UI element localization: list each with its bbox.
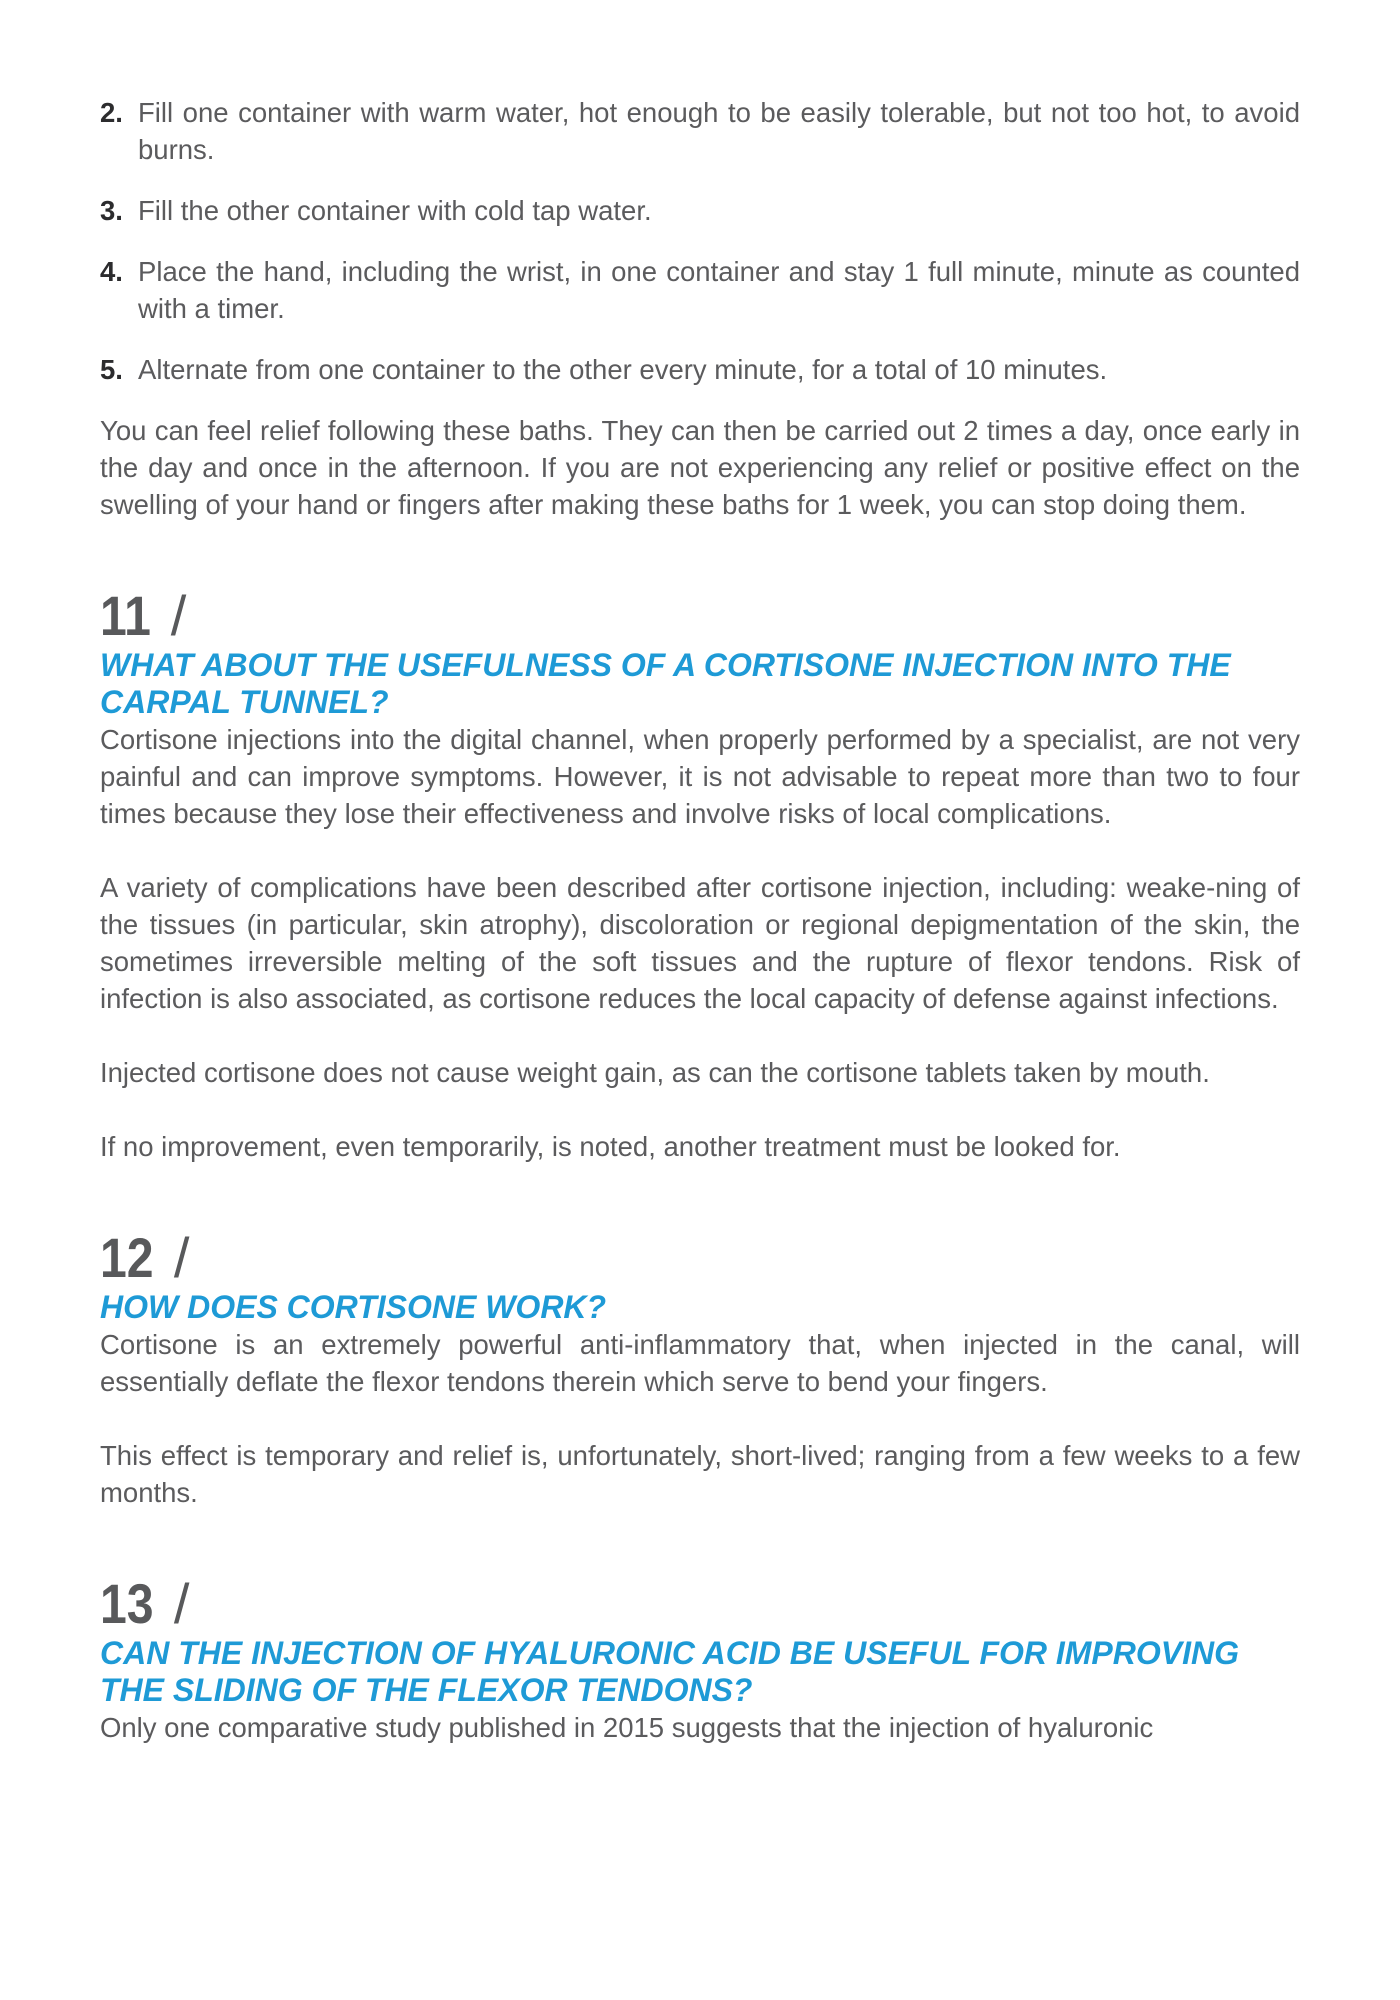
section-13 (100, 1573, 1300, 1746)
step-text: Place the hand, including the wrist, in one container and stay 1 full minute, minute as counted with a timer. (138, 256, 1300, 324)
paragraph: If no improvement, even temporarily, is noted, another treatment must be looked for. (100, 1131, 1121, 1162)
section-number-line (100, 1573, 1300, 1635)
section-title: HOW DOES CORTISONE WORK? (100, 1289, 607, 1325)
paragraph: Cortisone is an extremely powerful anti-inflammatory that, when injected in the canal, will essentially deflate the flexor tendons therein which serve to bend your fingers. (100, 1329, 1300, 1397)
section-12 (100, 1227, 1300, 1511)
section-number: 11 (100, 584, 151, 647)
step-text: Alternate from one container to the other every minute, for a total of 10 minutes. (138, 354, 1108, 385)
step-text: Fill one container with warm water, hot enough to be easily tolerable, but not too hot, to avoid burns. (138, 97, 1300, 165)
step-number: 5. (100, 354, 123, 385)
list-item (100, 351, 1300, 388)
list-item (100, 253, 1300, 327)
section-number: 12 (100, 1226, 154, 1289)
step-number: 2. (100, 97, 123, 128)
section-11 (100, 585, 1300, 1165)
paragraph: Injected cortisone does not cause weight gain, as can the cortisone tablets taken by mouth. (100, 1057, 1210, 1088)
list-item (100, 94, 1300, 168)
paragraph: A variety of complications have been described after cortisone injection, including: weake-ning of the tissues (in particular, skin atrophy), discoloration or regional depigmentation of the skin, the sometimes irreversible melting of the soft tissues and the rupture of flexor tendons. Risk of infection is also associated, as cortisone reduces the local capacity of defense against infections. (100, 872, 1300, 1014)
section-slash: / (173, 1572, 190, 1635)
section-title: WHAT ABOUT THE USEFULNESS OF A CORTISONE INJECTION INTO THE CARPAL TUNNEL? (100, 647, 1231, 720)
list-item (100, 192, 1300, 229)
intro-paragraph: You can feel relief following these baths. They can then be carried out 2 times a day, once early in the day and once in the afternoon. If you are not experiencing any relief or positive effect on the swelling of your hand or fingers after making these baths for 1 week, you can stop doing them. (100, 415, 1300, 520)
step-text: Fill the other container with cold tap water. (138, 195, 652, 226)
step-number: 3. (100, 195, 123, 226)
paragraph: Cortisone injections into the digital channel, when properly performed by a specialist, are not very painful and can improve symptoms. However, it is not advisable to repeat more than two to four times because they lose their effectiveness and involve risks of local complications. (100, 724, 1300, 829)
paragraph: This effect is temporary and relief is, unfortunately, short-lived; ranging from a few weeks to a few months. (100, 1440, 1300, 1508)
step-number: 4. (100, 256, 123, 287)
section-title: CAN THE INJECTION OF HYALURONIC ACID BE USEFUL FOR IMPROVING THE SLIDING OF THE FLEXOR TENDONS? (100, 1635, 1239, 1708)
paragraph: Only one comparative study published in 2015 suggests that the injection of hyaluronic (100, 1712, 1154, 1743)
section-slash: / (173, 1226, 190, 1289)
section-number: 13 (100, 1572, 154, 1635)
steps-list (100, 94, 1300, 388)
section-slash: / (170, 584, 187, 647)
section-number-line (100, 585, 1300, 647)
section-number-line (100, 1227, 1300, 1289)
